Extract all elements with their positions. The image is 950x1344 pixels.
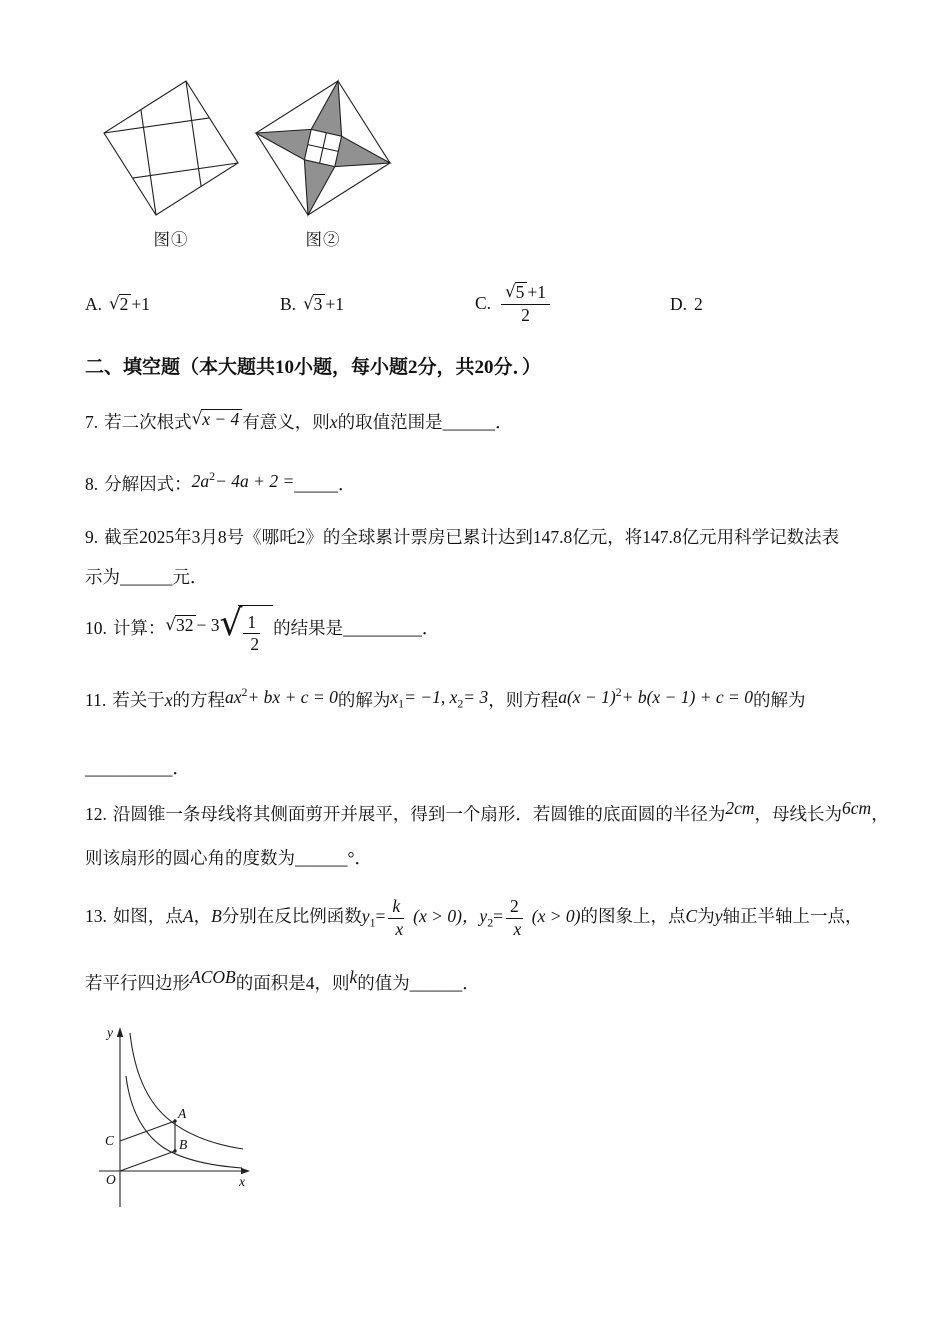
- q13-cond1: (x > 0)，: [413, 906, 480, 927]
- q13-text-mid1: 分别在反比例函数: [221, 906, 362, 927]
- q13-frac1-den: x: [395, 918, 404, 939]
- point-b-dot: [173, 1149, 176, 1152]
- option-a: [85, 294, 280, 315]
- option-c-radicand: 5: [515, 282, 528, 301]
- q13-line2-tail: 的值为______．: [357, 972, 480, 993]
- figure1-caption: 图①: [153, 230, 189, 249]
- q11-sol-head: x: [390, 686, 399, 707]
- q11-equation-2: [558, 684, 753, 707]
- q7-text-post: 的取值范围是______．: [337, 412, 513, 432]
- q13-comma: ，: [193, 906, 212, 927]
- label-x-axis: x: [239, 1173, 245, 1189]
- option-b-suffix: +1: [325, 293, 345, 314]
- q13-y2: y: [479, 906, 488, 927]
- q13-line2-pre: 若平行四边形: [85, 972, 190, 993]
- option-c-fraction: [501, 282, 550, 325]
- q12-slant-value: 6cm: [842, 798, 872, 819]
- q6-figures: [100, 73, 872, 250]
- y-axis-arrow-icon: [117, 1027, 123, 1037]
- q11-sol-mid: = −1, x: [404, 686, 458, 707]
- point-a-dot: [173, 1119, 176, 1122]
- q10-fraction-den: 2: [250, 634, 260, 655]
- q11-eq1-head: ax: [225, 686, 242, 707]
- q10-radicand-32: 32: [175, 615, 197, 634]
- q13-text-mid2: 的图象上，点: [580, 906, 686, 927]
- q11-eq2-head: a(x − 1): [558, 686, 616, 707]
- q9-number: 9.: [85, 526, 99, 547]
- q13-fraction-1: [388, 897, 410, 939]
- radical-icon: √: [109, 293, 120, 313]
- q7-number: 7.: [85, 412, 99, 432]
- q13-line2: [85, 965, 872, 1001]
- question-13: [85, 888, 872, 1001]
- question-8: [85, 462, 872, 501]
- q11-sol-tail: = 3: [463, 686, 489, 707]
- pinwheel-construction-diagram: [100, 73, 242, 218]
- q13-fraction-2: [506, 897, 529, 939]
- q13-text-mid4: 轴正半轴上一点，: [722, 906, 863, 927]
- q12-text-tail: ，: [871, 804, 889, 825]
- q12-text-mid: ，母线长为: [754, 804, 843, 825]
- option-a-suffix: +1: [131, 293, 150, 314]
- option-b-radicand: 3: [313, 294, 326, 313]
- q6-options: [85, 278, 872, 330]
- q7-text-mid: 有意义，则: [242, 412, 330, 432]
- option-d: [670, 294, 703, 315]
- q10-fraction-num: 1: [243, 613, 260, 635]
- radical-icon: √: [219, 602, 243, 644]
- option-d-value: 2: [694, 293, 703, 314]
- q13-cond2: (x > 0): [531, 906, 581, 927]
- radical-icon: √: [191, 409, 203, 428]
- q13-hyperbola-graph: [85, 1021, 260, 1216]
- q13-variable-k: k: [349, 966, 358, 987]
- q12-line2: 则该扇形的圆心角的度数为______°．: [85, 848, 372, 869]
- q6-figure-1: [100, 73, 242, 250]
- hyperbola-2-curve: [126, 1076, 242, 1168]
- q11-variable-x: x: [164, 689, 173, 710]
- q11-line1: [85, 677, 872, 724]
- q13-frac2-num: 2: [506, 897, 523, 919]
- label-c: C: [105, 1132, 115, 1148]
- q10-text-post: 的结果是_________．: [273, 617, 440, 638]
- q13-y1-sub: 1: [369, 915, 376, 930]
- q6-figure-2: [252, 73, 394, 250]
- option-b-sqrt: [303, 294, 325, 315]
- q11-eq1-tail: + bx + c = 0: [247, 686, 338, 707]
- q13-text-pre: 如图，点: [112, 906, 183, 927]
- q11-text-mid3: ，则方程: [488, 689, 559, 710]
- q8-term1: 2a: [191, 470, 210, 491]
- q12-text-pre: 沿圆锥一条母线将其侧面剪开并展平，得到一个扇形．若圆锥的底面圆的半径为: [112, 804, 726, 825]
- q8-expression: [192, 471, 295, 491]
- q8-term2: − 4a + 2 =: [215, 470, 295, 491]
- q9-line2: 示为______元．: [85, 566, 208, 587]
- q11-text-pre: 若关于: [112, 689, 165, 710]
- q7-text-pre: 若二次根式: [104, 412, 192, 432]
- q10-sqrt-fraction: [219, 602, 273, 655]
- option-c-label: C.: [475, 293, 492, 314]
- radical-icon: √: [505, 282, 516, 302]
- q12-number: 12.: [85, 804, 107, 825]
- q11-answer-blank: __________．: [85, 758, 190, 779]
- q13-line2-mid: 的面积是4，则: [235, 972, 350, 993]
- option-c-num-suffix: +1: [527, 282, 547, 303]
- question-7: [85, 405, 872, 440]
- q13-eq2: =: [493, 906, 504, 927]
- q11-text-mid2: 的解为: [337, 689, 391, 710]
- segment-CA: [120, 1121, 175, 1141]
- q11-solutions: [390, 686, 489, 711]
- q13-parallelogram: ACOB: [190, 966, 236, 987]
- option-a-label: A.: [85, 293, 103, 314]
- q13-function-1: [361, 896, 581, 939]
- q13-y1: y: [361, 906, 370, 927]
- option-c-numerator: [501, 282, 550, 305]
- segment-OB: [120, 1151, 175, 1171]
- label-origin: O: [106, 1171, 116, 1187]
- q13-point-a: A: [182, 906, 194, 927]
- q12-line1: [85, 796, 889, 832]
- q10-number: 10.: [85, 617, 107, 638]
- q8-text-pre: 分解因式：: [104, 473, 192, 494]
- q13-point-c: C: [685, 906, 698, 927]
- q13-axis-y: y: [714, 906, 723, 927]
- q13-graph-container: [85, 1021, 872, 1221]
- label-y-axis: y: [107, 1024, 113, 1040]
- question-9: [85, 517, 872, 597]
- q13-point-b: B: [211, 906, 222, 927]
- q7-sqrt-expression: [192, 409, 243, 429]
- figure2-caption: 图②: [305, 230, 341, 249]
- label-b: B: [179, 1136, 188, 1152]
- q8-exponent: 2: [209, 469, 216, 483]
- option-c-sqrt: [505, 282, 527, 302]
- q10-fraction: [243, 613, 266, 655]
- q11-text-mid4: 的解为: [752, 689, 806, 710]
- option-b: [280, 294, 475, 315]
- q13-number: 13.: [85, 906, 107, 927]
- option-c: [475, 282, 670, 325]
- radical-icon: √: [165, 614, 176, 634]
- question-12: [85, 796, 889, 876]
- q10-text-pre: 计算：: [112, 617, 166, 638]
- question-11: [85, 677, 872, 786]
- q9-text-line1: 截至2025年3月8号《哪吒2》的全球累计票房已累计达到147.8亿元，将147.8亿元用科学记数法表: [104, 526, 840, 547]
- q11-eq1-exponent: 2: [241, 684, 248, 699]
- section2-header: 二、填空题（本大题共10小题，每小题2分，共20分．）: [85, 357, 542, 378]
- q11-equation-1: [225, 684, 338, 707]
- option-a-sqrt: [109, 294, 131, 315]
- q7-radicand: x − 4: [201, 409, 242, 428]
- q8-number: 8.: [85, 473, 99, 494]
- q13-eq1: =: [375, 906, 386, 927]
- label-a: A: [178, 1105, 187, 1121]
- q11-number: 11.: [85, 689, 107, 710]
- option-d-label: D.: [670, 293, 688, 314]
- shaded-pinwheel-diagram: [252, 73, 394, 218]
- radical-icon: √: [303, 293, 314, 313]
- q13-y2-sub: 2: [487, 915, 494, 930]
- q13-frac1-num: k: [388, 897, 404, 919]
- q7-variable: x: [329, 412, 338, 432]
- q11-eq2-exponent: 2: [615, 684, 622, 699]
- q10-sqrt-32: [165, 615, 196, 635]
- q11-sol-sub2: 2: [457, 696, 464, 711]
- q11-text-mid1: 的方程: [172, 689, 226, 710]
- q8-blank: _____．: [294, 473, 356, 494]
- q13-frac2-den: x: [513, 918, 522, 939]
- q11-sol-sub1: 1: [398, 696, 405, 711]
- q13-text-mid3: 为: [697, 906, 715, 927]
- q13-line1: [85, 888, 872, 951]
- option-c-denominator: 2: [521, 305, 530, 325]
- q10-operator: − 3: [196, 614, 220, 635]
- option-a-radicand: 2: [119, 294, 132, 313]
- q11-eq2-tail: + b(x − 1) + c = 0: [621, 686, 753, 707]
- q9-line1: [85, 517, 872, 557]
- q12-radius-value: 2cm: [725, 798, 755, 819]
- option-b-label: B.: [280, 293, 297, 314]
- question-10: [85, 602, 872, 655]
- q10-fraction-radicand: [238, 605, 273, 655]
